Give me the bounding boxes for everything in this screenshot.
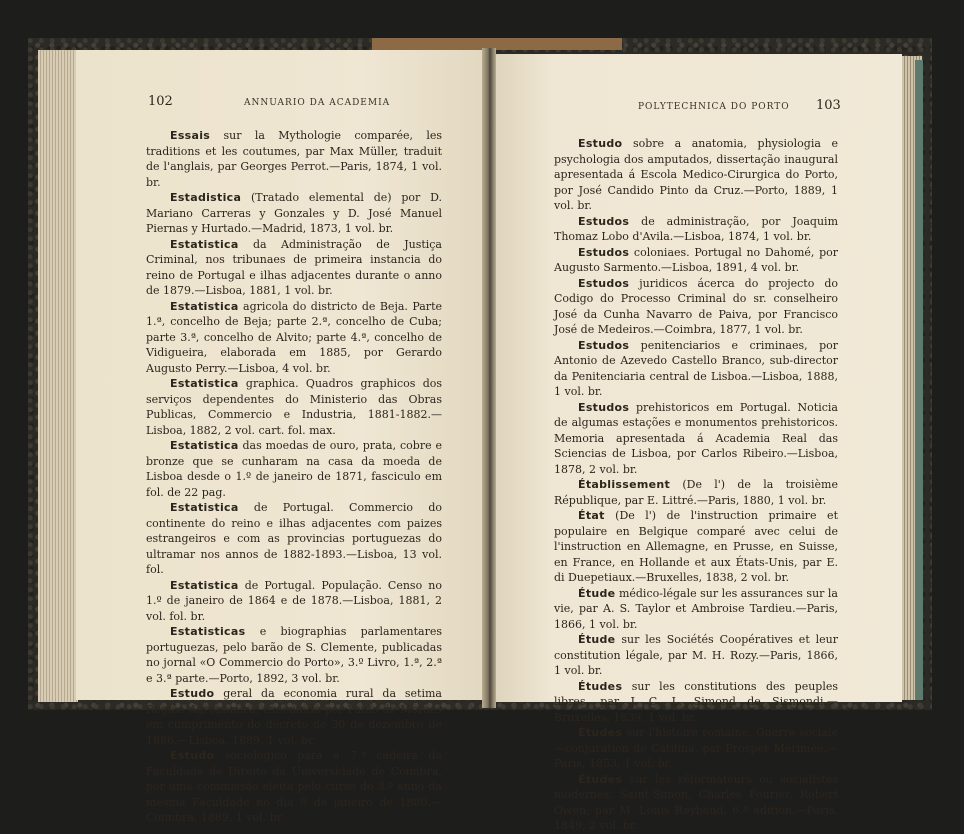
right-page: [490, 54, 902, 832]
spine-band: [372, 38, 622, 50]
list-item: Études sur l'histoire romaine. Guerre sociale—conjuration de Catilina, par Prosper Mérimée.—Paris, 1853, 1 vol. br.: [554, 726, 838, 770]
list-item: Estudo geral da economia rural da setima Região Agronomica, executado por Paulo de Moraes em cumprimento do decreto de 30 de dezembro de 1886.—Lisboa, 1889, 1 vol. br.: [146, 687, 442, 747]
left-page-edges: [38, 50, 78, 702]
entries-list: [146, 128, 442, 826]
list-item: Estatistica de Portugal. Commercio do continente do reino e ilhas adjacentes com paizes estrangeiros e com as provincias portuguezas do ultramar nos annos de 1882-1893.—Lisboa, 13 vol. fol.: [146, 501, 442, 576]
list-item: Estatisticas e biographias parlamentares portuguezas, pelo barão de S. Clemente, publicadas no jornal «O Commercio do Porto», 3.º Livro, 1.ª, 2.ª e 3.ª parte.—Porto, 1892, 3 vol. br.: [146, 625, 442, 685]
list-item: Estudos prehistoricos em Portugal. Noticia de algumas estações e monumentos prehistoricos. Memoria apresentada á Academia Real das Sciencias de Lisboa, por Carlos Ribeiro.—Lisboa, 1878, 2 vol. br.: [554, 400, 838, 476]
list-item: Estatistica da Administração de Justiça Criminal, nos tribunaes de primeira instancia do reino de Portugal e ilhas adjacentes durante o anno de 1879.—Lisboa, 1881, 1 vol. br.: [146, 237, 442, 297]
list-item: État (De l') de l'instruction primaire et populaire en Belgique comparé avec celui de l'instruction en Allemagne, en Prusse, en Suisse, en France, en Hollande et aux États-Unis, par E. di Duepetiaux.—Bruxelles, 1838, 2 vol. br.: [554, 509, 838, 584]
list-item: Établissement (De l') de la troisième République, par E. Littré.—Paris, 1880, 1 vol. br.: [554, 478, 838, 507]
list-item: Estatistica graphica. Quadros graphicos dos serviços dependentes do Ministerio das Obras Publicas, Commercio e Industria, 1881-1882.—Lisboa, 1882, 2 vol. cart. fol. max.: [146, 377, 442, 437]
book-gutter: [482, 48, 496, 708]
list-item: Estatistica das moedas de ouro, prata, cobre e bronze que se cunharam na casa da moeda de Lisboa desde o 1.º de janeiro de 1871, fasciculo em fol. de 22 pag.: [146, 439, 442, 499]
running-head: ANNUARIO DA ACADEMIA: [244, 98, 391, 108]
list-item: Estudos penitenciarios e criminaes, por Antonio de Azevedo Castello Branco, sub-director da Penitenciaria central de Lisboa.—Lisboa, 1888, 1 vol. br.: [554, 338, 838, 398]
list-item: Estudos juridicos ácerca do projecto do Codigo do Processo Criminal do sr. conselheiro José da Cunha Navarro de Paiva, por Francisco José de Medeiros.—Coimbra, 1877, 1 vol. br.: [554, 276, 838, 336]
list-item: Estatistica agricola do districto de Beja. Parte 1.ª, concelho de Beja; parte 2.ª, concelho de Cuba; parte 3.ª, concelho de Alvito; parte 4.ª, concelho de Vidigueira, elaborada em 1885, por Gerardo Augusto Perry.—Lisboa, 4 vol. br.: [146, 299, 442, 375]
list-item: Études sur les constitutions des peuples libres, par J. C. L. Simond de Sismondi.—Bruxelles, 1839, 1 vol. br.: [554, 679, 838, 724]
list-item: Estatistica de Portugal. População. Censo no 1.º de janeiro de 1864 e de 1878.—Lisboa, 1881, 2 vol. fol. br.: [146, 578, 442, 623]
list-item: Essais sur la Mythologie comparée, les traditions et les coutumes, par Max Müller, traduit de l'anglais, par Georges Perrot.—Paris, 1874, 1 vol. br.: [146, 129, 442, 189]
list-item: Étude médico-légale sur les assurances sur la vie, par A. S. Taylor et Ambroise Tardieu.—Paris, 1866, 1 vol. br.: [554, 586, 838, 631]
list-item: Études sur les réformateurs ou socialistes modernes, Saint-Simon, Charles Fourier, Robert Owen; par M. Louis Reybaud, 6.ª edition.—Paris, 1849, 2 vol. br.: [554, 772, 838, 832]
list-item: Étude sur les Sociétés Coopératives et leur constitution légale, par M. H. Rozy.—Paris, 1866, 1 vol. br.: [554, 633, 838, 677]
list-item: Estudos coloniaes. Portugal no Dahomé, por Augusto Sarmento.—Lisboa, 1891, 4 vol. br.: [554, 245, 838, 274]
list-item: Estudos de administração, por Joaquim Thomaz Lobo d'Avila.—Lisboa, 1874, 1 vol. br.: [554, 214, 838, 243]
page-number: 103: [816, 98, 841, 113]
running-head: POLYTECHNICA DO PORTO: [638, 102, 790, 112]
endpaper-strip: [915, 60, 923, 700]
entries-list: [554, 136, 838, 834]
page-number: 102: [148, 94, 173, 109]
list-item: Estudo sociologico para a 7.ª cadeira da Faculdade de Direito da Universidade de Coimbra, por uma commissão eleita pelo curso do 3.º anno da mesma Faculdade no dia 9 de janeiro de 1880.—Coimbra, 1889, 1 vol. br.: [146, 749, 442, 824]
left-page: [76, 50, 488, 824]
list-item: Estadistica (Tratado elemental de) por D. Mariano Carreras y Gonzales y D. José Manuel Piernas y Hurtado.—Madrid, 1873, 1 vol. br.: [146, 191, 442, 235]
list-item: Estudo sobre a anatomia, physiologia e psychologia dos amputados, dissertação inaugural apresentada á Escola Medico-Cirurgica do Porto, por José Candido Pinto da Cruz.—Porto, 1889, 1 vol. br.: [554, 137, 838, 212]
